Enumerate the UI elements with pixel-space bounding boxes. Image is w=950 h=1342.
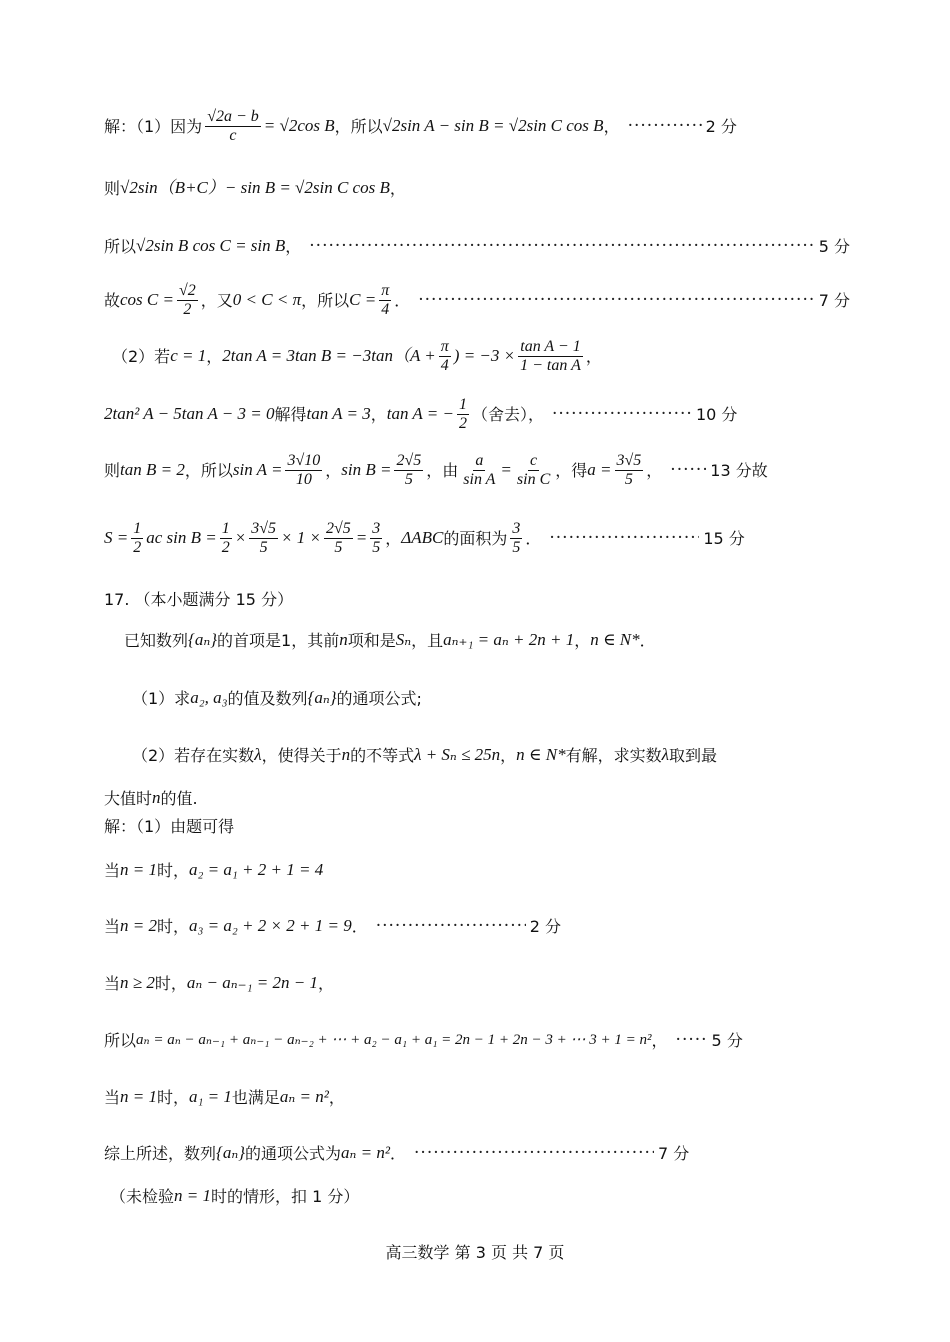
text: 所以 [104,1030,137,1050]
formula: = √2cos B [263,115,335,135]
text: 时， [154,973,187,993]
formula: aₙ − aₙ₋₁ = 2n − 1 [186,973,318,992]
fraction-numerator: π [381,282,390,299]
page-footer: 高三数学 第 3 页 共 7 页 [385,1243,565,1262]
fraction-denominator: 5 [372,538,381,556]
fraction-numerator: 2√5 [325,520,351,537]
formula: aₙ = aₙ − aₙ₋₁ + aₙ₋₁ − aₙ₋₂ + ⋯ + a₂ − a₁ + a₁ = 2n − 1 + 2n − 3 + ⋯ 3 + 1 = n² [136,1032,652,1049]
fraction [177,282,198,318]
formula: n ≥ 2 [120,973,155,992]
formula: a₂ = a₁ + 2 + 1 = 4 [189,860,324,879]
fraction [370,520,382,556]
fraction-denominator: 10 [295,470,312,488]
text: ，所以 [184,460,233,480]
question-part-2 [132,745,890,765]
text: ． [390,1143,407,1163]
text: 的面积为 [443,528,508,548]
formula: aₙ = n² [279,1087,329,1106]
text: 大值时 [104,788,153,808]
solution-step-1 [104,860,850,880]
formula: cos C = [120,289,174,309]
formula: a₃ = a₂ + 2 × 2 + 1 = 9 [189,916,352,935]
text: ， [603,116,620,136]
solution-line-5 [112,338,850,374]
grading-note [110,1186,850,1206]
formula: S = [104,527,129,547]
formula: n [339,630,348,649]
formula: λ [661,745,669,764]
text: 解得 [274,404,307,424]
fraction [457,396,469,432]
text: （舍去）， [471,404,544,424]
question-stem [124,630,850,650]
leader-dots [676,1030,708,1050]
formula: a = [587,459,612,479]
fraction-numerator: 3√5 [251,520,276,537]
fraction-numerator: 1 [133,520,142,537]
fraction-numerator: π [440,338,449,355]
solution-step-2 [104,916,850,936]
text: ，且 [411,630,444,650]
fraction-numerator: 1 [458,396,467,413]
text: ， [574,630,591,650]
question-title [104,590,850,609]
fraction-denominator: 4 [381,300,390,318]
formula: a₁ = 1 [189,1087,232,1106]
fraction [461,452,497,488]
text: 当 [104,973,121,993]
formula: ac sin B = [146,527,217,547]
text: ，又 [200,290,233,310]
text: 综上所述，数列 [104,1143,217,1163]
fraction-denominator: 1 − tan A [520,356,581,374]
formula: {aₙ} [216,1143,246,1162]
solution-heading [104,817,850,836]
formula: λ [254,745,262,764]
fraction [131,520,143,556]
fraction [439,338,451,374]
text: ． [394,290,411,310]
text: ， [385,528,402,548]
text: 则 [104,460,121,480]
fraction-numerator: a [475,452,484,469]
solution-step-5 [104,1087,850,1107]
leader-dots [628,116,702,136]
text: 的值. [160,788,198,808]
formula: √2sin（B+C）− sin B = √2sin C cos B [120,178,390,197]
formula: aₙ₊₁ = aₙ + 2n + 1 [443,630,575,649]
leader-dots [414,1143,654,1163]
formula: aₙ = n² [341,1143,390,1162]
solution-line-3 [104,236,850,256]
text: ，由 [426,460,459,480]
solution-step-4 [104,1030,860,1050]
text: ， [206,346,223,366]
text: ，所以 [334,116,383,136]
text: ， [317,973,334,993]
formula: n = 1 [174,1186,211,1205]
solution-line-6 [104,396,850,432]
text: ， [325,460,342,480]
text: 当 [104,916,121,936]
solution-line-1 [104,108,850,144]
text: ， [328,1087,345,1107]
score-mark: 2 分 [529,916,561,936]
fraction-numerator: 3√10 [287,452,321,469]
text: ． [525,528,542,548]
fraction-denominator: c [229,126,237,144]
formula: tan B = 2 [120,459,185,479]
text: 取到最 [669,745,718,765]
fraction-numerator: tan A − 1 [520,338,581,355]
text: 当 [104,860,121,880]
fraction [515,452,552,488]
text: ， [285,236,302,256]
formula: ) = −3 × [453,345,516,365]
text: ， [651,1030,668,1050]
text: ， [389,178,406,198]
formula: n = 2 [120,916,157,935]
text: 的值及数列 [227,688,308,708]
formula: n = 1 [120,1087,157,1106]
question-part-1 [132,688,850,708]
score-mark: 5 分 [818,236,850,256]
text: 时， [157,1087,190,1107]
fraction [394,452,423,488]
text: 时， [157,916,190,936]
fraction-denominator: 5 [512,538,521,556]
text: （2）若存在实数 [132,745,255,765]
leader-dots [418,290,815,310]
text: 故 [104,290,121,310]
score-mark: 10 分 [695,404,738,424]
fraction-denominator: 4 [440,356,449,374]
leader-dots [376,916,526,936]
text: 的通项公式为 [245,1143,342,1163]
formula: tan A = − [386,403,454,423]
formula: × [234,527,247,547]
formula: tan A = 3 [306,403,371,423]
fraction-numerator: √2a − b [207,108,259,125]
solution-line-2 [104,178,850,198]
fraction-numerator: 3 [512,520,521,537]
text: 的通项公式; [336,688,422,708]
fraction [379,282,391,318]
formula: n [341,745,351,764]
fraction-denominator: 5 [334,538,343,556]
text: ． [639,630,656,650]
solution-line-7 [104,452,890,488]
leader-dots [309,236,814,256]
text: 解：（1）因为 [104,116,203,136]
text: ，得 [555,460,588,480]
fraction [285,452,322,488]
fraction [205,108,261,144]
fraction-denominator: 2 [458,414,467,432]
text: 也满足 [231,1087,280,1107]
fraction-numerator: 3√5 [616,452,642,469]
text: ， [646,460,663,480]
fraction [615,452,644,488]
formula: λ + Sₙ ≤ 25n [414,745,501,764]
solution-step-6 [104,1143,850,1163]
text: 所以 [104,236,137,256]
fraction-denominator: sin A [463,470,496,488]
fraction-denominator: 5 [259,538,268,556]
formula: × 1 × [281,527,321,547]
fraction-denominator: 2 [183,300,192,318]
solution-step-3 [104,973,850,993]
solution-line-4 [104,282,850,318]
formula: 0 < C < π [232,289,302,309]
fraction [510,520,522,556]
text: 解：（1）由题可得 [104,817,235,836]
text: （未检验 [110,1186,175,1206]
score-mark: 5 分 [711,1030,743,1050]
formula: sin B = [341,459,392,479]
fraction-numerator: 3 [372,520,381,537]
formula: = [500,459,512,479]
formula: Sₙ [395,630,412,649]
formula: 2tan² A − 5tan A − 3 = 0 [104,403,275,423]
fraction-numerator: √2 [179,282,196,299]
text: ． [351,916,368,936]
text: ， [585,346,602,366]
text: 的首项是1，其前 [217,630,340,650]
formula: √2sin B cos C = sin B [136,236,286,255]
text: 时的情形，扣 1 分） [211,1186,360,1206]
fraction-denominator: 2 [221,538,230,556]
solution-line-8 [104,520,850,556]
score-mark: 15 分 [703,528,745,548]
formula: n ∈ N* [590,630,640,649]
formula: n [152,788,161,807]
score-mark: 2 分 [705,116,737,136]
fraction-denominator: 5 [624,470,633,488]
text: 则 [104,178,121,198]
question-part-2-continued [104,788,850,808]
text: ， [370,404,387,424]
formula: √2sin A − sin B = √2sin C cos B [382,115,604,135]
score-mark: 7 分 [658,1143,690,1163]
formula: 2tan A = 3tan B = −3tan（A + [222,345,436,365]
text: 时， [157,860,190,880]
text: ， [500,745,517,765]
fraction [518,338,583,374]
formula: n ∈ N* [516,745,566,764]
text: （2）若 [112,346,171,366]
fraction-numerator: 2√5 [396,452,422,469]
leader-dots [549,528,699,548]
text: ，所以 [301,290,350,310]
text: 已知数列 [124,630,189,650]
text: ，使得关于 [261,745,342,765]
text: （1）求 [132,688,191,708]
score-mark: 7 分 [818,290,850,310]
leader-dots [670,460,706,480]
formula: {aₙ} [307,688,337,707]
formula: a₂, a₃ [190,688,228,707]
fraction [249,520,278,556]
formula: c = 1 [170,345,207,365]
fraction-numerator: 1 [221,520,230,537]
fraction [220,520,232,556]
text: 当 [104,1087,121,1107]
formula: n = 1 [120,860,157,879]
fraction [324,520,353,556]
fraction-denominator: 5 [404,470,413,488]
text: 项和是 [347,630,396,650]
text: 的不等式 [350,745,415,765]
leader-dots [552,404,692,424]
formula: C = [349,289,377,309]
formula: {aₙ} [188,630,218,649]
fraction-denominator: sin C [516,470,551,488]
fraction-numerator: c [530,452,538,469]
formula: ΔABC [401,527,444,547]
formula: = [355,527,368,547]
formula: sin A = [232,459,283,479]
question-heading: 17. （本小题满分 15 分） [104,590,294,609]
text: 有解，求实数 [565,745,662,765]
fraction-denominator: 2 [133,538,142,556]
score-mark: 13 分故 [710,460,768,480]
